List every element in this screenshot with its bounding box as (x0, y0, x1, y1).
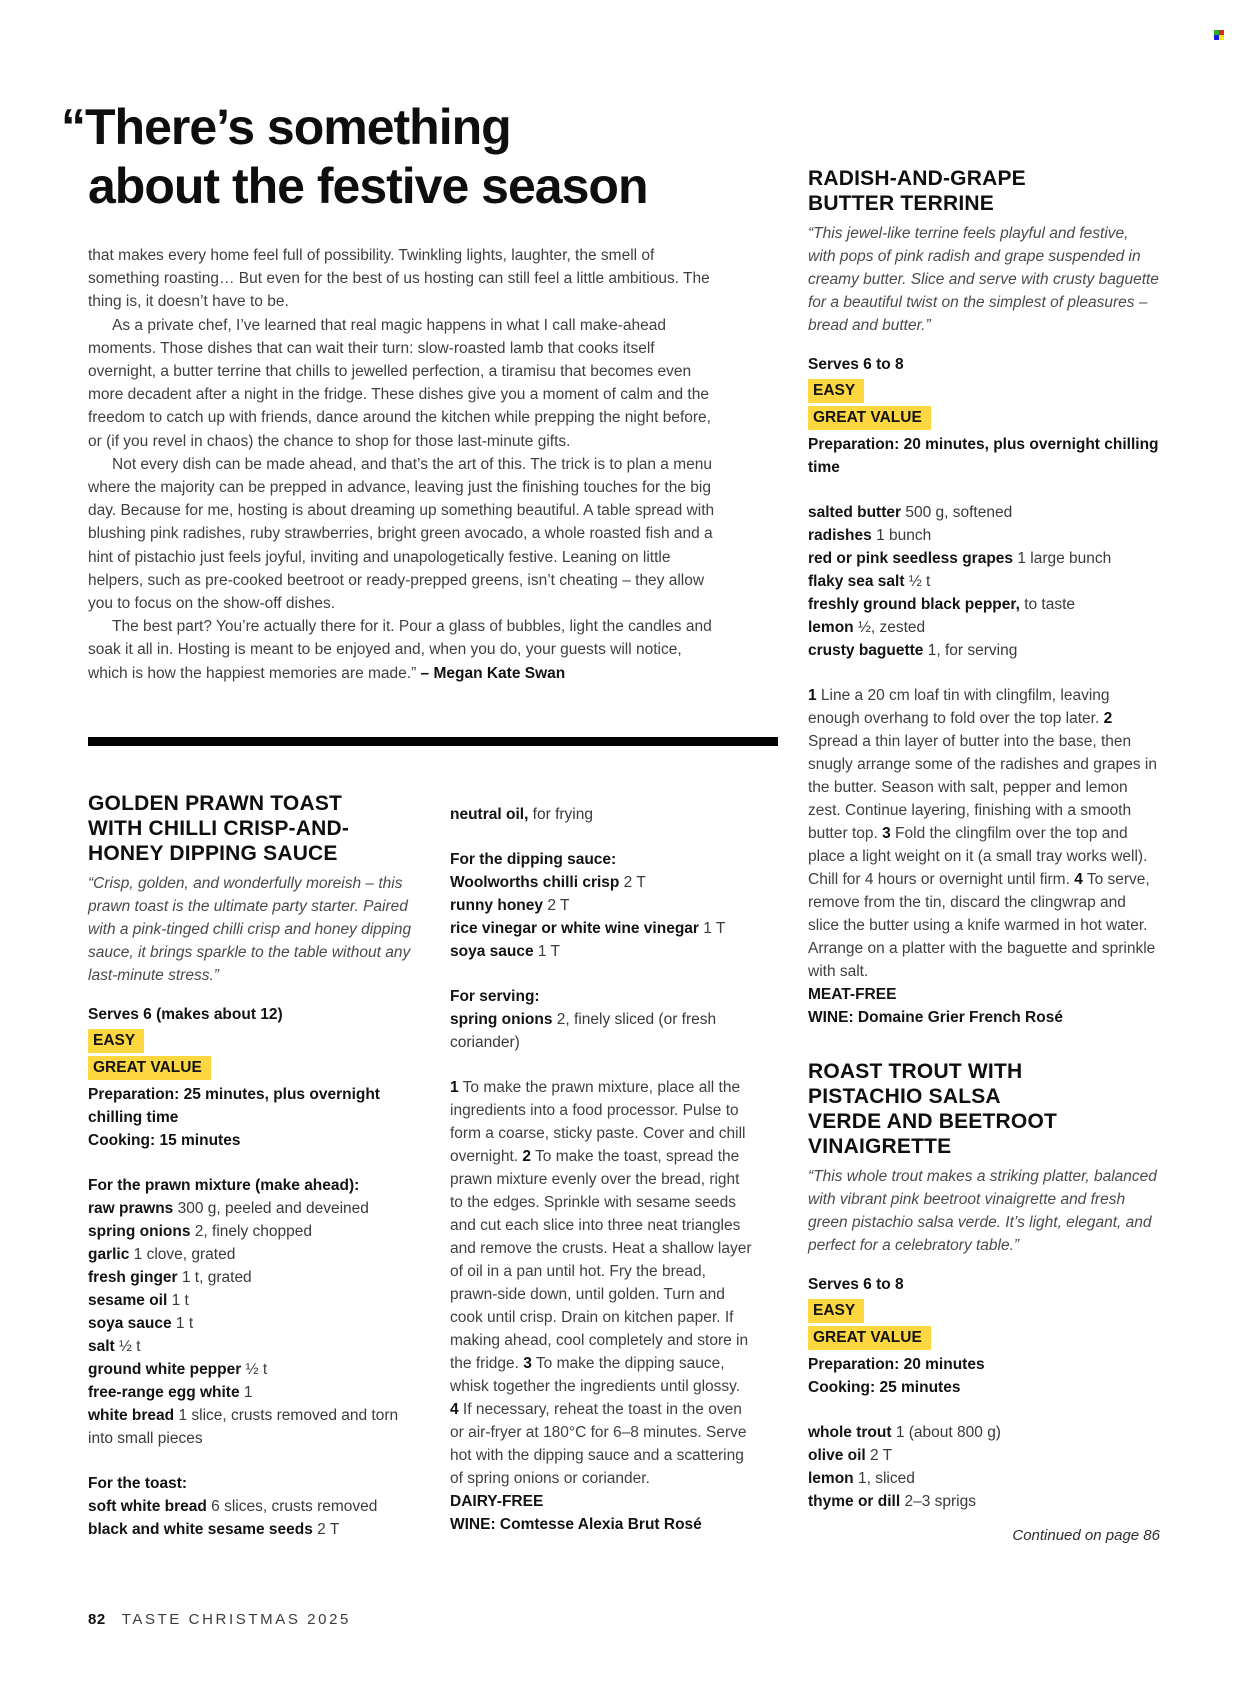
ingredient-line: flaky sea salt ½ t (808, 573, 931, 590)
ingredient-line: raw prawns 300 g, peeled and deveined (88, 1200, 369, 1217)
ingredient-group-title: For the toast: (88, 1475, 188, 1492)
terrine-method: 1 Line a 20 cm loaf tin with clingfilm, leaving enough overhang to fold over the top later. 2 Spread a thin layer of butter into the base, then snugly arrange some of the radishes and grapes in the butter. Season with salt, pepper and lemon zest. Continue layering, finishing with a smooth butter top. 3 Fold the clingfilm over the top and place a light weight on it (a small tray works well). Chill for 4 hours or overnight until firm. 4 To serve, remove from the tin, discard the clingwrap and slice the butter using a knife warmed in hot water. Arrange on a platter with the baguette and sprinkle with salt. (808, 687, 1157, 980)
ingredient-line: free-range egg white 1 (88, 1384, 253, 1401)
prawn-toast-column-right (450, 803, 752, 1536)
ingredient-line: soya sauce 1 T (450, 943, 561, 960)
serves-line: Serves 6 (makes about 12) (88, 1006, 283, 1023)
serves-line: Serves 6 to 8 (808, 1276, 904, 1293)
prawn-toast-column-left (88, 791, 423, 1541)
ingredient-line: spring onions 2, finely sliced (or fresh coriander) (450, 1011, 717, 1051)
ingredient-group-title: For the prawn mixture (make ahead): (88, 1177, 360, 1194)
ingredient-line: radishes 1 bunch (808, 527, 932, 544)
continued-note: Continued on page 86 (1012, 1527, 1160, 1544)
headline-line-2: about the festive season (88, 158, 648, 214)
prawn-toast-title: GOLDEN PRAWN TOAST WITH CHILLI CRISP-AND- HONEY DIPPING SAUCE (88, 792, 350, 865)
ingredient-line: soya sauce 1 t (88, 1315, 194, 1332)
ingredient-line: red or pink seedless grapes 1 large bunch (808, 550, 1112, 567)
ingredient-line: whole trout 1 (about 800 g) (808, 1424, 1001, 1441)
trout-ingredients (808, 1421, 1160, 1513)
easy-badge: EASY (88, 1029, 144, 1053)
intro-paragraph-3: Not every dish can be made ahead, and that’s the art of this. The trick is to plan a menu where the majority can be prepped in advance, leaving just the finishing touches for the big day. Because for me, hosting is about dreaming up something beautiful. A table spread with blushing pink radishes, ruby strawberries, bright green avocado, a whole roasted fish and a hint of pistachio just feels joyful, inviting and unapologetically festive. Leaning on little helpers, such as pre-cooked beetroot or ready-prepped greens, isn’t cheating – they allow you to focus on the show-off dishes. (88, 455, 715, 613)
cooking-line: Cooking: 15 minutes (88, 1132, 241, 1149)
prep-line: Preparation: 20 minutes (808, 1356, 985, 1373)
intro-paragraph-4: The best part? You’re actually there for it. Pour a glass of bubbles, light the candles and soak it all in. Hosting is meant to be enjoyed and, when you do, your guests will notice, which is how the happiest memories are made.” – Megan Kate Swan (88, 618, 712, 682)
ingredient-line: freshly ground black pepper, to taste (808, 596, 1076, 613)
terrine-title: RADISH-AND-GRAPE BUTTER TERRINE (808, 167, 1026, 215)
intro-text (88, 244, 716, 685)
prawn-toast-quote: “Crisp, golden, and wonderfully moreish – this prawn toast is the ultimate party starter. Paired with a pink-tinged chilli crisp and honey dipping sauce, it brings sparkle to the table without any last-minute stress.” (88, 875, 412, 984)
prep-line: Preparation: 20 minutes, plus overnight chilling time (808, 436, 1159, 476)
prep-line: Preparation: 25 minutes, plus overnight chilling time (88, 1086, 380, 1126)
ingredient-line: spring onions 2, finely chopped (88, 1223, 312, 1240)
prawn-toast-method: 1 To make the prawn mixture, place all the ingredients into a food processor. Pulse to form a coarse, sticky paste. Cover and chill overnight. 2 To make the toast, spread the prawn mixture evenly over the bread, right to the edges. Sprinkle with sesame seeds and cut each slice into three neat triangles and remove the crusts. Heat a shallow layer of oil in a pan until hot. Fry the bread, prawn-side down, until golden. Turn and cook until crisp. Drain on kitchen paper. If making ahead, cool completely and store in the fridge. 3 To make the dipping sauce, whisk together the ingredients until glossy. 4 If necessary, reheat the toast in the oven or air-fryer at 180°C for 6–8 minutes. Serve hot with the dipping sauce and a scattering of spring onions or coriander. (450, 1079, 752, 1487)
ingredient-line: black and white sesame seeds 2 T (88, 1521, 340, 1538)
ingredient-line: fresh ginger 1 t, grated (88, 1269, 252, 1286)
ingredient-line: lemon ½, zested (808, 619, 926, 636)
ingredient-line: lemon 1, sliced (808, 1470, 915, 1487)
ingredient-line: Woolworths chilli crisp 2 T (450, 874, 646, 891)
ingredient-line: olive oil 2 T (808, 1447, 893, 1464)
page-corner-logo (1214, 30, 1224, 40)
ingredient-line: runny honey 2 T (450, 897, 570, 914)
ingredient-line: crusty baguette 1, for serving (808, 642, 1018, 659)
ingredient-line: salted butter 500 g, softened (808, 504, 1013, 521)
trout-quote: “This whole trout makes a striking platter, balanced with vibrant pink beetroot vinaigrette and fresh green pistachio salsa verde. It’s light, elegant, and perfect for a celebratory table.” (808, 1168, 1157, 1254)
easy-badge: EASY (808, 1299, 864, 1323)
ingredient-line: thyme or dill 2–3 sprigs (808, 1493, 976, 1510)
ingredient-line: ground white pepper ½ t (88, 1361, 268, 1378)
ingredient-line: sesame oil 1 t (88, 1292, 189, 1309)
ingredient-line: rice vinegar or white wine vinegar 1 T (450, 920, 726, 937)
ingredient-line: neutral oil, for frying (450, 806, 593, 823)
dietary-label: DAIRY-FREE (450, 1493, 544, 1510)
terrine-quote: “This jewel-like terrine feels playful and festive, with pops of pink radish and grape suspended in creamy butter. Slice and serve with crusty baguette for a beautiful twist on the simplest of pleasures – bread and butter.” (808, 225, 1159, 334)
intro-paragraph-2: As a private chef, I’ve learned that real magic happens in what I call make-ahead moments. Those dishes that can wait their turn: slow-roasted lamb that cooks itself overnight, a butter terrine that chills to jewelled perfection, a tiramisu that becomes even more decadent after a night in the fridge. These dishes give you a moment of calm and the freedom to catch up with friends, dance around the kitchen while prepping the night before, or (if you revel in chaos) the chance to shop for those last-minute gifts. (88, 316, 711, 450)
dietary-label: MEAT-FREE (808, 986, 897, 1003)
terrine-ingredients (808, 501, 1160, 662)
ingredient-line: salt ½ t (88, 1338, 141, 1355)
page-headline (61, 98, 748, 216)
ingredient-line: white bread 1 slice, crusts removed and torn into small pieces (88, 1407, 399, 1447)
section-divider (88, 737, 778, 746)
trout-meta (808, 1273, 1160, 1399)
logo-yellow-square (1219, 35, 1224, 40)
page-footer (88, 1611, 351, 1628)
trout-title: ROAST TROUT WITH PISTACHIO SALSA VERDE AND BEETROOT VINAIGRETTE (808, 1060, 1058, 1158)
wine-pairing: WINE: Comtesse Alexia Brut Rosé (450, 1516, 702, 1533)
footer-page-number: 82 (88, 1611, 106, 1628)
terrine-meta (808, 353, 1160, 479)
great-value-badge: GREAT VALUE (808, 1326, 931, 1350)
trout-recipe (808, 1059, 1160, 1546)
author-credit: – Megan Kate Swan (420, 664, 566, 682)
easy-badge: EASY (808, 379, 864, 403)
cooking-line: Cooking: 25 minutes (808, 1379, 961, 1396)
footer-magazine-title: TASTE CHRISTMAS 2025 (121, 1611, 351, 1628)
prawn-toast-meta (88, 1003, 423, 1152)
ingredient-group-title: For serving: (450, 988, 540, 1005)
wine-pairing: WINE: Domaine Grier French Rosé (808, 1009, 1063, 1026)
great-value-badge: GREAT VALUE (88, 1056, 211, 1080)
ingredient-group-title: For the dipping sauce: (450, 851, 617, 868)
great-value-badge: GREAT VALUE (808, 406, 931, 430)
ingredient-line: soft white bread 6 slices, crusts removed (88, 1498, 378, 1515)
ingredient-line: garlic 1 clove, grated (88, 1246, 236, 1263)
intro-paragraph-1: that makes every home feel full of possibility. Twinkling lights, laughter, the smell of something roasting… But even for the best of us hosting can still feel a little ambitious. The thing is, it doesn’t have to be. (88, 247, 710, 311)
serves-line: Serves 6 to 8 (808, 356, 904, 373)
right-column (808, 166, 1160, 1546)
headline-line-1: “There’s something (61, 99, 511, 155)
